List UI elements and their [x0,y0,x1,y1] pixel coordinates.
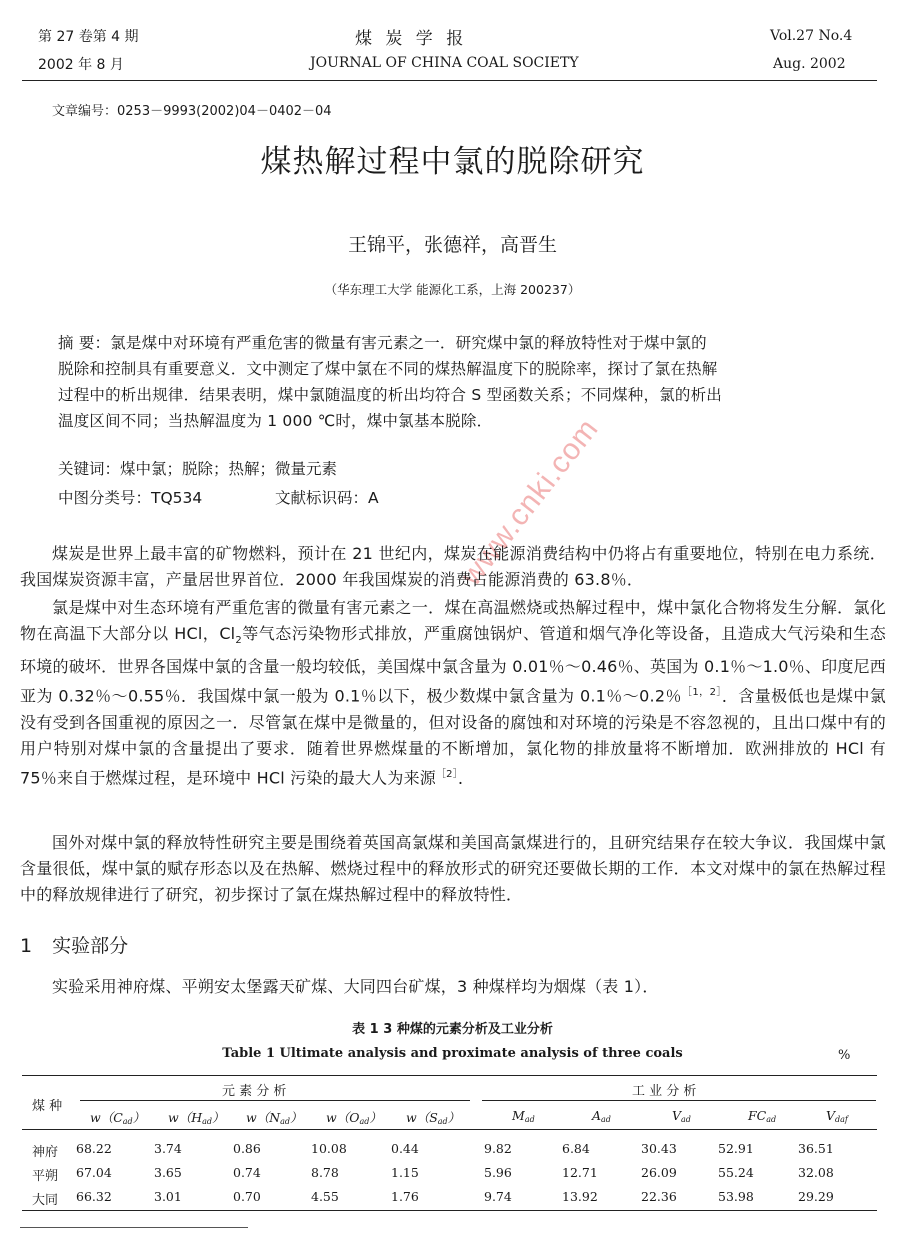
table-cell: 5.96 [484,1165,512,1180]
table-unit: % [838,1048,851,1063]
document-code: 文献标识码：A [275,489,379,507]
paragraph-2-text-d: ． [457,767,475,787]
table-cell: 1.76 [391,1189,419,1204]
table-cell: 29.29 [798,1189,834,1204]
table-row-label: 平朔 [32,1169,59,1184]
date-en: Aug. 2002 [773,56,846,72]
table-column-header: $V_{daf}$ [826,1108,848,1124]
table-cell: 0.74 [233,1165,261,1180]
table-cell: 36.51 [798,1141,834,1156]
table-cell: 22.36 [641,1189,677,1204]
table-cell: 68.22 [76,1141,112,1156]
table-cell: 1.15 [391,1165,419,1180]
table-column-header: $FC_{ad}$ [748,1108,777,1124]
table-bottom-rule [22,1210,877,1211]
abstract [58,330,722,434]
table-column-header: $M_{ad}$ [512,1108,535,1124]
table-group-rule-1 [80,1100,470,1101]
table-group-ultimate: 元 素 分 析 [222,1084,287,1099]
paragraph-3: 国外对煤中氯的释放特性研究主要是围绕着英国高氯煤和美国高氯煤进行的，且研究结果存在较大争议．我国煤中氯含量很低，煤中氯的赋存形态以及在热解、燃烧过程中的释放形式的研究还要做长期的工作．本文对煤中的氯在热解过程中的释放规律进行了研究，初步探讨了氯在煤热解过程中的释放特性． [20,833,886,904]
table-cell: 66.32 [76,1189,112,1204]
watermark: www.cnki.com [454,412,606,592]
section-title: 实验部分 [52,935,129,957]
page-title: 煤热解过程中氯的脱除研究 [260,144,645,180]
subscript-2: 2 [235,635,242,647]
abstract-line: 温度区间不同；当热解温度为 1 000 ℃时，煤中氯基本脱除． [58,412,493,430]
section-1-text: 实验采用神府煤、平朔安太堡露天矿煤、大同四台矿煤，3 种煤样均为烟煤（表 1）． [52,977,659,996]
table-cell: 55.24 [718,1165,754,1180]
affiliation: （华东理工大学 能源化工系，上海 200237） [324,282,581,297]
paragraph-2-text-a: 氯是煤中对生态环境有严重危害的微量有害元素之一．煤在高温燃烧或热解过程中，煤中氯化合物将发生分解．氯化物在高温下大部分以 HCl，Cl [20,598,886,643]
volume-issue-cn: 第 27 卷第 4 期 [38,29,139,45]
abstract-line: 脱除和控制具有重要意义．文中测定了煤中氯在不同的煤热解温度下的脱除率，探讨了氯在热解 [58,360,718,378]
table-cell: 30.43 [641,1141,677,1156]
citation-2: ［2］ [435,768,458,780]
table-cell: 3.01 [154,1189,182,1204]
section-number: 1 [20,935,33,957]
table-cell: 67.04 [76,1165,112,1180]
table-cell: 26.09 [641,1165,677,1180]
table-cell: 0.86 [233,1141,261,1156]
article-id: 文章编号：0253－9993(2002)04－0402－04 [52,104,332,119]
table-cell: 53.98 [718,1189,754,1204]
table-column-header: $V_{ad}$ [672,1108,691,1124]
paragraph-2-text-b: 等气态污染物形式排放，严重腐蚀锅炉、管道和烟气净化等设备，且造成大气污染和生态环境的破坏．世界各国煤中氯的含量一般均较低，美国煤中氯含量为 0.01％～0.46％、英国为 0.1％～1.0％、印度尼西亚为 0.32％～0.55％．我国煤中氯一般为 0.1％以下，极少数煤中氯含量为 0.1％～0.2％ [20,624,886,706]
table-cell: 4.55 [311,1189,339,1204]
table-caption-en: Table 1 Ultimate analysis and proximate analysis of three coals [222,1046,683,1061]
paragraph-2 [20,595,886,791]
table-cell: 6.84 [562,1141,590,1156]
table-group-proximate: 工 业 分 析 [632,1084,697,1099]
classification-number: 中图分类号：TQ534 [58,489,203,507]
table-column-header: $w(O_{ad})$ [326,1110,382,1126]
table-group-rule-2 [482,1100,876,1101]
section-heading [20,931,128,958]
table-caption-cn: 表 1 3 种煤的元素分析及工业分析 [352,1022,553,1037]
table-column-header: $w(S_{ad})$ [406,1110,461,1126]
table-cell: 10.08 [311,1141,347,1156]
table-cell: 8.78 [311,1165,339,1180]
table-row-label: 大同 [32,1193,59,1208]
table-cell: 9.74 [484,1189,512,1204]
table-row-label: 神府 [32,1145,59,1160]
table-column-header: $w(C_{ad})$ [90,1110,146,1126]
paragraph-2-text-c: ．含量极低也是煤中氯没有受到各国重视的原因之一．尽管氯在煤中是微量的，但对设备的腐蚀和对环境的污染是不容忽视的，且出口煤中有的用户特别对煤中氯的含量提出了要求．随着世界燃煤量的不断增加，氯化物的排放量将不断增加．欧洲排放的 HCl 有 75％来自于燃煤过程，是环境中 HCl 污染的最大人为来源 [20,686,886,787]
table-top-rule [22,1075,877,1076]
table-cell: 0.70 [233,1189,261,1204]
header-rule [22,80,877,81]
abstract-line: 摘 要：氯是煤中对环境有严重危害的微量有害元素之一．研究煤中氯的释放特性对于煤中氯的 [58,334,707,352]
footnote-rule [20,1227,248,1228]
paragraph-1: 煤炭是世界上最丰富的矿物燃料，预计在 21 世纪内，煤炭在能源消费结构中仍将占有重要地位，特别在电力系统．我国煤炭资源丰富，产量居世界首位．2000 年我国煤炭的消费占能源消费的 63.8％． [20,544,886,589]
journal-title-en: JOURNAL OF CHINA COAL SOCIETY [310,55,579,71]
table-row-header: 煤 种 [32,1099,63,1114]
table-cell: 12.71 [562,1165,598,1180]
table-cell: 3.65 [154,1165,182,1180]
date-cn: 2002 年 8 月 [38,57,124,73]
keywords: 关键词：煤中氯；脱除；热解；微量元素 [58,460,338,478]
table-cell: 9.82 [484,1141,512,1156]
volume-issue-en: Vol.27 No.4 [770,28,853,44]
authors: 王锦平，张德祥，高晋生 [347,234,557,256]
table-cell: 3.74 [154,1141,182,1156]
table-header-rule [22,1129,877,1130]
abstract-line: 过程中的析出规律．结果表明，煤中氯随温度的析出均符合 S 型函数关系；不同煤种，氯的析出 [58,386,722,404]
table-cell: 52.91 [718,1141,754,1156]
table-cell: 13.92 [562,1189,598,1204]
table-cell: 0.44 [391,1141,419,1156]
journal-title-cn: 煤 炭 学 报 [355,29,468,49]
citation-1-2: ［1，2］ [681,687,722,699]
table-column-header: $w(N_{ad})$ [246,1110,303,1126]
table-column-header: $A_{ad}$ [592,1108,611,1124]
table-column-header: $w(H_{ad})$ [168,1110,225,1126]
table-cell: 32.08 [798,1165,834,1180]
